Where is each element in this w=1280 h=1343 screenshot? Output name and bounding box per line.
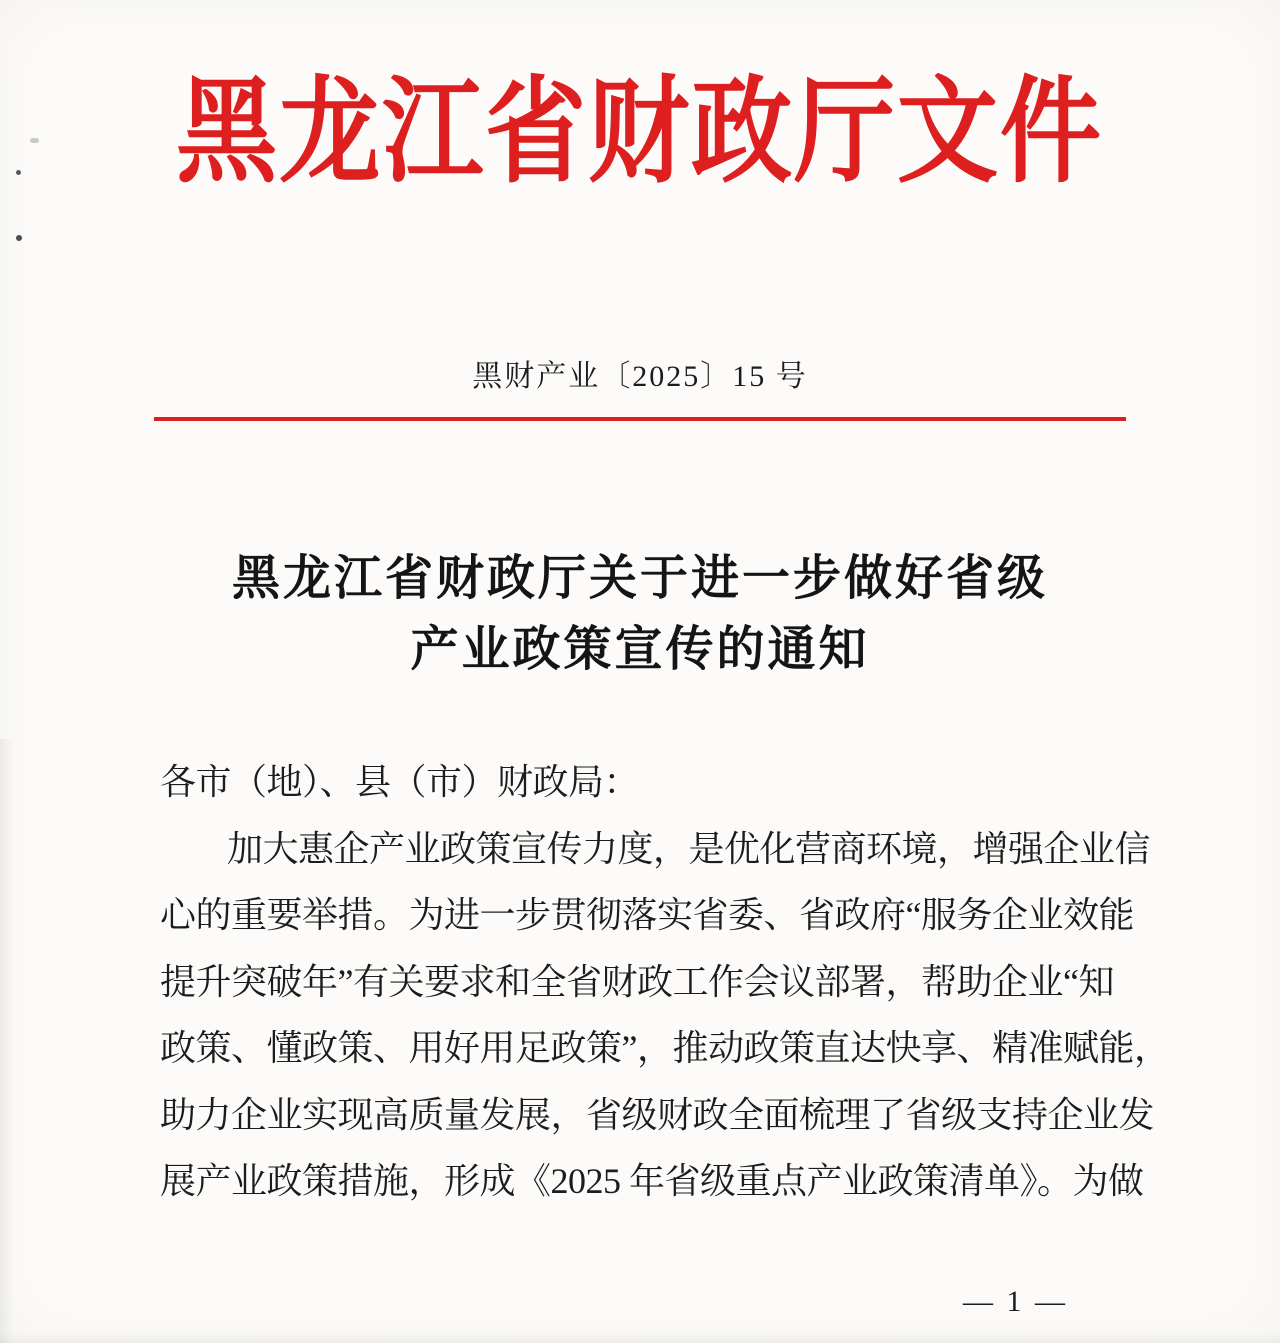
scan-artifact-dot [16,235,22,241]
document-body [160,749,1170,1215]
document-title-line2: 产业政策宣传的通知 [410,623,870,676]
document-header-title: 黑龙江省财政厅文件 [176,69,1104,196]
scan-edge-shading-bottom [0,1333,1280,1343]
page-number: — 1 — [963,1285,1068,1318]
paragraph-line: 提升突破年”有关要求和全省财政工作会议部署，帮助企业“知 [160,961,1114,1002]
scan-edge-shading-left [0,739,14,1343]
document-title-line1: 黑龙江省财政厅关于进一步做好省级 [231,552,1048,605]
document-header [0,58,1280,208]
paragraph-line: 加大惠企产业政策宣传力度，是优化营商环境，增强企业信 [227,828,1151,869]
salutation: 各市（地）、县（市）财政局： [160,762,640,802]
paragraph-line: 展产业政策措施，形成《2025 年省级重点产业政策清单》。为做 [160,1161,1144,1201]
document-title [0,543,1280,685]
header-separator-line [154,417,1126,421]
document-number: 黑财产业〔2025〕15 号 [472,360,808,393]
paragraph-line: 政策、懂政策、用好用足政策”，推动政策直达快享、精准赋能， [160,1028,1170,1068]
paragraph-line: 助力企业实现高质量发展，省级财政全面梳理了省级支持企业发 [160,1094,1155,1135]
paragraph-line: 心的重要举措。为进一步贯彻落实省委、省政府“服务企业效能 [160,895,1134,935]
